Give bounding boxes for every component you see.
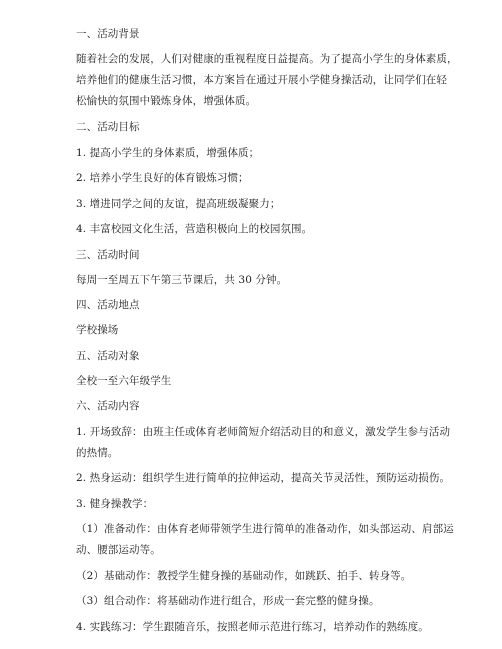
section-heading-location: 四、活动地点 <box>76 299 140 311</box>
sub-list-item: （1）准备动作：由体育老师带领学生进行简单的准备动作，如头部运动、肩部运 <box>76 523 454 535</box>
paragraph-line: 随着社会的发展，人们对健康的重视程度日益提高。为了提高小学生的身体素质， <box>76 53 458 65</box>
list-item: 3. 健身操教学： <box>76 498 154 510</box>
section-heading-background: 一、活动背景 <box>76 28 140 40</box>
list-item: 3. 增进同学之间的友谊，提高班级凝聚力； <box>76 198 281 210</box>
list-item: 4. 丰富校园文化生活，营造积极向上的校园氛围。 <box>76 223 313 235</box>
section-heading-goals: 二、活动目标 <box>76 121 140 133</box>
list-item: 2. 培养小学生良好的体育锻炼习惯； <box>76 172 249 184</box>
paragraph-line: 松愉快的氛围中锻炼身体，增强体质。 <box>76 95 257 107</box>
list-item: 1. 提高小学生的身体素质，增强体质； <box>76 147 260 159</box>
section-heading-audience: 五、活动对象 <box>76 350 140 362</box>
list-item: 4. 实践练习：学生跟随音乐，按照老师示范进行练习，培养动作的熟练度。 <box>76 621 429 633</box>
sub-list-item: （3）组合动作：将基础动作进行组合，形成一套完整的健身操。 <box>76 595 380 607</box>
list-item-continuation: 的热情。 <box>76 447 119 459</box>
paragraph-line: 全校一至六年级学生 <box>76 375 172 387</box>
section-heading-time: 三、活动时间 <box>76 249 140 261</box>
paragraph-line: 培养他们的健康生活习惯，本方案旨在通过开展小学健身操活动，让同学们在轻 <box>76 74 447 86</box>
sub-list-item-continuation: 动、腰部运动等。 <box>76 544 161 556</box>
paragraph-line: 学校操场 <box>76 324 119 336</box>
section-heading-content: 六、活动内容 <box>76 400 140 412</box>
sub-list-item: （2）基础动作：教授学生健身操的基础动作，如跳跃、拍手、转身等。 <box>76 570 412 582</box>
list-item: 1. 开场致辞：由班主任或体育老师简短介绍活动目的和意义，激发学生参与活动 <box>76 426 451 438</box>
list-item: 2. 热身运动：组织学生进行简单的拉伸运动，提高关节灵活性，预防运动损伤。 <box>76 472 451 484</box>
paragraph-line: 每周一至周五下午第三节课后，共 30 分钟。 <box>76 274 288 286</box>
